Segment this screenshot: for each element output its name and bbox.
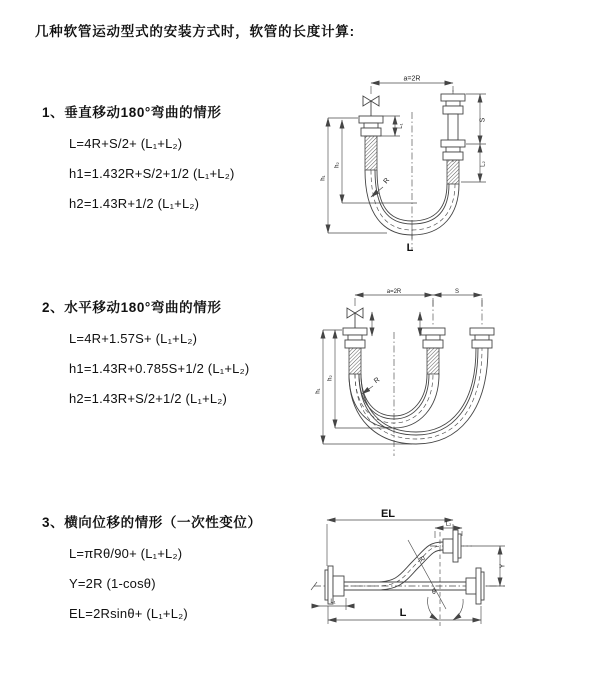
hose-end-fitting-left	[359, 116, 383, 170]
centerlines	[394, 300, 482, 456]
formula-h2: h2=1.43R+1/2 (L₁+L₂)	[69, 196, 200, 211]
formula-y: Y=2R (1-cosθ)	[69, 576, 156, 591]
section-vertical-180	[42, 101, 235, 211]
dim-label-h2: h₂	[327, 375, 334, 381]
dim-label-l1: L₁	[398, 123, 404, 129]
radius-label	[371, 177, 391, 197]
valve-icon	[347, 308, 363, 328]
hose-end-fitting-left	[343, 328, 367, 374]
dimension-l1	[313, 598, 353, 610]
formula-el: EL=2Rsinθ+ (L₁+L₂)	[69, 606, 188, 621]
dim-label-a2r: a=2R	[386, 288, 402, 295]
section-3-heading: 3、横向位移的情形（一次性变位）	[42, 515, 262, 530]
hose-end-fitting-displaced	[470, 328, 494, 348]
dim-label-r: R	[373, 376, 382, 386]
dimension-l2	[461, 144, 487, 182]
radius-label	[362, 376, 381, 394]
dimension-a2r	[355, 289, 433, 306]
valve-icon	[363, 96, 379, 116]
dim-label-h2: h₂	[334, 162, 341, 168]
dim-label-a2r: a=2R	[403, 75, 421, 83]
dim-label-r: R	[382, 176, 392, 186]
page-title: 几种软管运动型式的安装方式时，软管的长度计算:	[35, 24, 355, 39]
dim-label-l1: L₁	[330, 599, 336, 605]
section-1-heading: 1、垂直移动180°弯曲的情形	[42, 105, 222, 120]
dim-label-theta: θ	[432, 589, 436, 596]
angle-theta	[428, 589, 464, 620]
dim-label-r: R	[417, 555, 426, 564]
dim-label-s: S	[479, 117, 487, 123]
fitting-length-marks	[372, 312, 420, 336]
flange-right	[466, 568, 484, 604]
formula-h2: h2=1.43R+S/2+1/2 (L₁+L₂)	[69, 391, 228, 406]
hose-end-fitting-right	[441, 94, 465, 184]
hose-loop-displaced	[349, 348, 488, 444]
formula-length: L=4R+1.57S+ (L₁+L₂)	[69, 331, 198, 346]
section-horizontal-180	[42, 296, 249, 406]
diagram-lateral-displacement	[300, 502, 592, 660]
formula-h1: h1=1.432R+S/2+1/2 (L₁+L₂)	[69, 166, 235, 181]
dim-label-el: EL	[380, 508, 396, 520]
flange-top-right	[443, 530, 461, 562]
dim-label-length: L	[399, 607, 407, 619]
dim-label-h1: h₁	[320, 175, 327, 181]
hose-end-fitting-middle	[421, 328, 445, 374]
hose-s-curve	[344, 542, 443, 590]
dimension-a2r	[371, 76, 453, 95]
formula-h1: h1=1.43R+0.785S+1/2 (L₁+L₂)	[69, 361, 250, 376]
diagram-horizontal-180	[312, 286, 570, 464]
dimension-s	[466, 94, 487, 144]
dim-label-h1: h₁	[315, 388, 322, 394]
diagram-vertical-180	[315, 70, 550, 260]
section-lateral-displacement	[42, 511, 262, 621]
section-2-heading: 2、水平移动180°弯曲的情形	[42, 300, 222, 315]
dimension-l	[328, 606, 481, 624]
dimension-s	[433, 289, 482, 306]
formula-length: L=4R+S/2+ (L₁+L₂)	[69, 136, 183, 151]
dim-label-length: L	[406, 242, 414, 254]
formula-length: L=πRθ/90+ (L₁+L₂)	[69, 546, 183, 561]
length-label	[407, 227, 414, 254]
dim-label-l2: L₂	[445, 521, 452, 528]
dim-label-l2: L₂	[480, 161, 487, 167]
dimension-el	[327, 508, 453, 566]
dim-label-s: S	[454, 288, 460, 295]
dim-label-y: Y	[499, 563, 507, 569]
